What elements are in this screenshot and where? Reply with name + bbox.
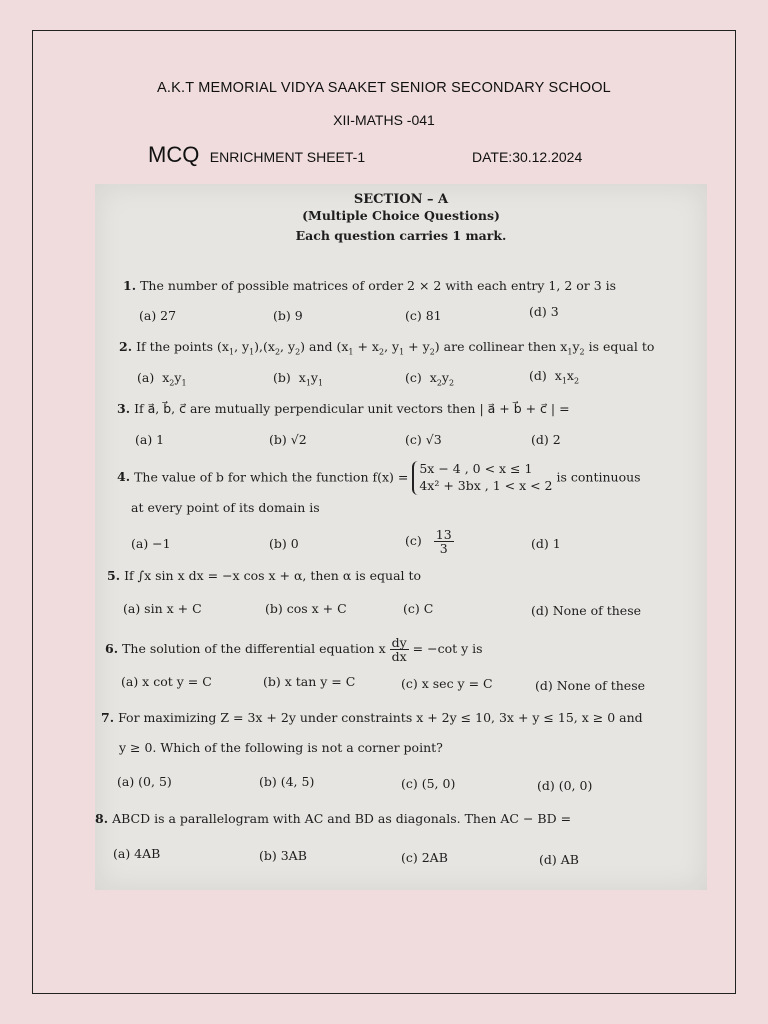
question-7-line2: y ≥ 0. Which of the following is not a corner point?	[119, 740, 443, 755]
q2-option-d: (d) $x_1x_2$	[529, 368, 580, 386]
q1-option-a: (a) 27	[139, 308, 177, 323]
q4-option-c: (c) $\frac{13}{3}$	[405, 527, 452, 557]
sheet-title	[148, 142, 365, 168]
sheet-label: ENRICHMENT SHEET-1	[209, 149, 366, 165]
q3-option-d: (d) 2	[531, 432, 561, 447]
question-paper-photo	[95, 184, 707, 890]
q2-option-b: (b) $x_1y_1$	[273, 370, 324, 388]
section-note: Each question carries 1 mark.	[295, 228, 507, 243]
date-label: DATE:30.12.2024	[472, 149, 583, 165]
q3-option-c: (c) √3	[405, 432, 442, 447]
question-2: 2. If the points ($x_1$, $y_1),(x_2$, $y_2$) and ($x_1 + x_2$, $y_1 + y_2$) are collinear then $x_1y_2$ is equal to	[119, 339, 655, 357]
q2-option-a: (a) $x_2y_1$	[137, 370, 187, 388]
q7-option-c: (c) (5, 0)	[401, 776, 456, 791]
question-5: 5. If ∫x sin x dx = −x cos x + α, then α is equal to	[107, 568, 422, 583]
q5-option-b: (b) cos x + C	[265, 601, 347, 616]
q3-option-a: (a) 1	[135, 432, 165, 447]
q7-option-a: (a) (0, 5)	[117, 774, 172, 789]
question-4: 4. The value of b for which the function f(x) = 5x − 4 , 0 < x ≤ 1 4x² + 3bx , 1 < x < 2 is continuous	[117, 461, 641, 493]
q6-option-d: (d) None of these	[535, 678, 646, 693]
q7-option-b: (b) (4, 5)	[259, 774, 315, 789]
piecewise-function: 5x − 4 , 0 < x ≤ 1 4x² + 3bx , 1 < x < 2	[412, 461, 552, 495]
q8-option-d: (d) AB	[539, 852, 579, 867]
q8-option-b: (b) 3AB	[259, 848, 307, 863]
mcq-label: MCQ	[148, 142, 200, 167]
q1-option-b: (b) 9	[273, 308, 303, 323]
question-7: 7. For maximizing Z = 3x + 2y under constraints x + 2y ≤ 10, 3x + y ≤ 15, x ≥ 0 and	[101, 710, 643, 725]
q4-option-b: (b) 0	[269, 536, 299, 551]
section-title: SECTION – A	[353, 192, 449, 207]
subject-code: XII-MATHS -041	[333, 112, 435, 128]
q3-option-b: (b) √2	[269, 432, 307, 447]
question-1: 1. The number of possible matrices of order 2 × 2 with each entry 1, 2 or 3 is	[123, 278, 617, 293]
question-4-line2: at every point of its domain is	[131, 500, 320, 515]
q4-option-a: (a) −1	[131, 536, 171, 551]
q5-option-d: (d) None of these	[531, 603, 642, 618]
q8-option-c: (c) 2AB	[401, 850, 448, 865]
q6-option-b: (b) x tan y = C	[263, 674, 356, 689]
q5-option-a: (a) sin x + C	[123, 601, 202, 616]
q4-option-d: (d) 1	[531, 536, 561, 551]
q6-option-a: (a) x cot y = C	[121, 674, 212, 689]
question-8: 8. ABCD is a parallelogram with AC and BD as diagonals. Then AC − BD =	[95, 811, 572, 826]
school-name: A.K.T MEMORIAL VIDYA SAAKET SENIOR SECONDARY SCHOOL	[157, 80, 611, 96]
q6-option-c: (c) x sec y = C	[401, 676, 493, 691]
q1-option-c: (c) 81	[405, 308, 442, 323]
section-subtitle: (Multiple Choice Questions)	[302, 208, 500, 223]
q5-option-c: (c) C	[403, 601, 434, 616]
question-6: 6. The solution of the differential equation x $\frac{dy}{dx}$ = −cot y is	[105, 635, 483, 665]
q1-option-d: (d) 3	[529, 304, 559, 319]
q7-option-d: (d) (0, 0)	[537, 778, 593, 793]
question-3: 3. If a⃗, b⃗, c⃗ are mutually perpendicular unit vectors then | a⃗ + b⃗ + c⃗ | =	[117, 401, 570, 416]
q8-option-a: (a) 4AB	[113, 846, 161, 861]
q2-option-c: (c) $x_2y_2$	[405, 370, 455, 388]
